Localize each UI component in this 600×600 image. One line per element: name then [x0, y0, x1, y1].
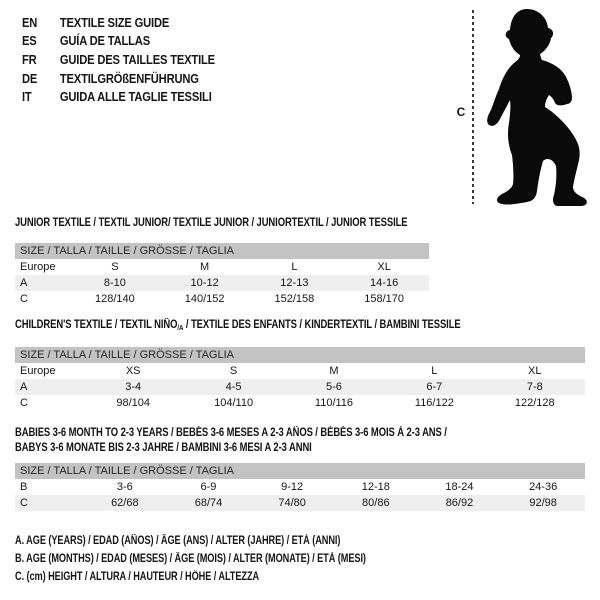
- table-cell: 6-9: [200, 481, 217, 493]
- row-label: C: [20, 293, 28, 305]
- table-cell: 62/68: [83, 495, 167, 511]
- table-cell: 12-13: [250, 275, 340, 291]
- table-cell: 86/92: [418, 495, 502, 511]
- row-label: C: [20, 397, 28, 409]
- table-row-europe: [15, 363, 585, 379]
- table-cell: 74/80: [250, 495, 334, 511]
- footnotes: [15, 532, 454, 587]
- baby-silhouette: [483, 3, 600, 208]
- table-row-height: [15, 495, 585, 511]
- table-cell: 4-5: [183, 379, 283, 395]
- table-cell: 9-12: [281, 481, 304, 493]
- section-children-title-sub: /A: [177, 323, 184, 332]
- table-cell: 18-24: [445, 481, 474, 493]
- language-row-es: [22, 32, 215, 51]
- table-cell: S: [229, 365, 238, 377]
- table-cell: 116/122: [414, 397, 454, 409]
- table-row-months: [15, 479, 585, 495]
- row-label: B: [20, 481, 28, 493]
- table-cell: 80/86: [334, 495, 418, 511]
- table-cell: XL: [377, 261, 391, 273]
- section-junior-table: [15, 259, 429, 307]
- table-cell: 122/128: [514, 397, 555, 409]
- section-babies-title-line1: BABIES 3-6 MONTH TO 2-3 YEARS / BEBÉS 3-6 MESES A 2-3 AÑOS / BÉBÉS 3-6 MOIS À 2-3 ANS /: [15, 427, 447, 439]
- table-cell: 68/74: [167, 495, 251, 511]
- table-cell: 6-7: [384, 379, 484, 395]
- table-cell: 3-4: [83, 379, 183, 395]
- language-row-en: [22, 13, 215, 32]
- table-cell: L: [431, 365, 438, 377]
- language-code: ES: [22, 33, 37, 49]
- language-label: GUÍA DE TALLAS: [59, 33, 150, 49]
- footnote-b: B. AGE (MONTHS) / EDAD (MESES) / ÂGE (MOIS) / ALTER (MONATE) / ETÀ (MESI): [15, 553, 366, 566]
- table-row-europe: [15, 259, 429, 275]
- row-label: Europe: [20, 261, 56, 273]
- section-babies-title: [15, 426, 447, 456]
- table-row-height: [15, 395, 585, 411]
- table-cell: 128/140: [94, 293, 135, 305]
- row-label: A: [15, 379, 83, 395]
- table-cell: 98/104: [116, 397, 151, 409]
- language-code: FR: [22, 51, 37, 67]
- table-cell: 92/98: [501, 495, 585, 511]
- language-label: TEXTILE SIZE GUIDE: [59, 14, 170, 30]
- table-cell: L: [291, 261, 298, 273]
- table-cell: 5-6: [284, 379, 384, 395]
- table-cell: S: [111, 261, 119, 273]
- height-measure-dashed-line: [472, 10, 474, 204]
- table-cell: 152/158: [274, 293, 315, 305]
- table-cell: 158/170: [364, 293, 404, 305]
- language-code: DE: [22, 70, 38, 86]
- language-label: TEXTILGRÖßENFÜHRUNG: [59, 70, 199, 86]
- table-row-age: [15, 275, 429, 291]
- footnote-a: A. AGE (YEARS) / EDAD (AÑOS) / ÂGE (ANS) / ALTER (JAHRE) / ETÀ (ANNI): [15, 535, 341, 547]
- section-junior-title: JUNIOR TEXTILE / TEXTIL JUNIOR/ TEXTILE JUNIOR / JUNIORTEXTIL / JUNIOR TESSILE: [15, 217, 408, 229]
- table-cell: 104/110: [214, 397, 254, 409]
- table-row-age: [15, 379, 585, 395]
- section-children-title-pre: CHILDREN'S TEXTILE / TEXTIL NIÑO: [15, 319, 178, 331]
- language-row-it: [22, 87, 215, 106]
- table-cell: 140/152: [184, 293, 225, 305]
- height-measure-label: C: [456, 105, 466, 119]
- table-cell: M: [329, 365, 339, 377]
- table-cell: 7-8: [485, 379, 585, 395]
- language-label: GUIDA ALLE TAGLIE TESSILI: [59, 89, 212, 105]
- section-children-title: [15, 319, 461, 332]
- language-row-fr: [22, 50, 215, 69]
- language-row-de: [22, 69, 215, 88]
- section-babies-size-header: SIZE / TALLA / TAILLE / GRÖSSE / TAGLIA: [15, 463, 585, 479]
- table-cell: 10-12: [160, 275, 250, 291]
- table-cell: 24-36: [529, 481, 558, 493]
- section-children-size-header: SIZE / TALLA / TAILLE / GRÖSSE / TAGLIA: [15, 347, 585, 363]
- section-children-title-post: / TEXTILE DES ENFANTS / KINDERTEXTIL / BAMBINI TESSILE: [183, 319, 461, 331]
- language-code: IT: [22, 89, 32, 105]
- table-row-height: [15, 291, 429, 307]
- language-code: EN: [22, 14, 38, 30]
- footnote-c: C. (cm) HEIGHT / ALTURA / HAUTEUR / HÖHE / ALTEZZA: [15, 571, 260, 584]
- table-cell: 8-10: [70, 275, 160, 291]
- baby-silhouette-path: [487, 9, 587, 206]
- section-junior-size-header: SIZE / TALLA / TAILLE / GRÖSSE / TAGLIA: [15, 243, 429, 259]
- table-cell: 14-16: [339, 275, 429, 291]
- row-label: A: [15, 275, 70, 291]
- table-cell: XL: [528, 365, 542, 377]
- section-children-table: [15, 363, 585, 411]
- table-cell: XS: [125, 365, 141, 377]
- section-babies-title-line2: BABYS 3-6 MONATE BIS 2-3 JAHRE / BAMBINI 3-6 MESI A 2-3 ANNI: [15, 442, 312, 454]
- language-label: GUIDE DES TAILLES TEXTILE: [59, 51, 215, 67]
- table-cell: M: [200, 261, 210, 273]
- table-cell: 3-6: [116, 481, 133, 493]
- row-label: Europe: [20, 365, 56, 377]
- section-babies-table: [15, 479, 585, 511]
- table-cell: 12-18: [361, 481, 390, 493]
- row-label: C: [15, 495, 83, 511]
- table-cell: 110/116: [314, 397, 354, 409]
- language-list: [22, 13, 246, 106]
